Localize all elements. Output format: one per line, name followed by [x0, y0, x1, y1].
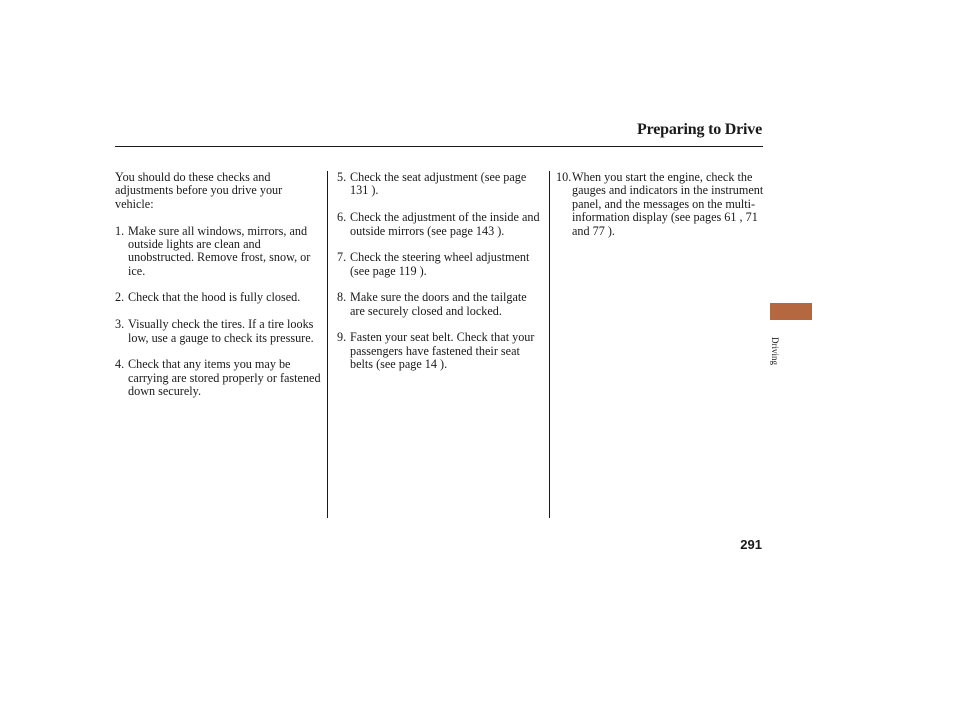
column-2 — [337, 171, 542, 385]
page-title: Preparing to Drive — [637, 121, 762, 138]
checklist-item-4 — [115, 358, 323, 398]
checklist-item-2 — [115, 291, 323, 304]
checklist-item-10 — [556, 171, 766, 238]
checklist-item-8 — [337, 291, 542, 318]
item-text: Check the seat adjustment (see page 131 ). — [350, 170, 527, 198]
item-number: 5. — [337, 170, 347, 184]
checklist-item-6 — [337, 211, 542, 238]
item-number: 1. — [115, 223, 125, 238]
section-tab-label: Driving — [770, 337, 780, 365]
item-number: 2. — [115, 290, 125, 305]
section-tab — [770, 303, 812, 320]
page-number: 291 — [740, 537, 762, 552]
checklist-item-5 — [337, 171, 542, 198]
item-text: Check that the hood is fully closed. — [128, 290, 301, 305]
checklist-item-1 — [115, 225, 323, 279]
column-1 — [115, 171, 323, 412]
item-number: 9. — [337, 330, 347, 345]
intro-paragraph: You should do these checks and adjustments before you drive your vehicle: — [115, 170, 283, 211]
item-number: 10. — [556, 170, 572, 184]
column-3 — [556, 171, 766, 251]
item-number: 7. — [337, 250, 347, 265]
item-text: When you start the engine, check the gauges and indicators in the instrument panel, and the messages on the multi-information display (see pages 61 , 71 and 77 ). — [572, 170, 764, 238]
checklist-item-3 — [115, 318, 323, 345]
item-number: 4. — [115, 357, 125, 372]
item-text: Make sure the doors and the tailgate are securely closed and locked. — [350, 290, 527, 318]
item-text: Check the adjustment of the inside and outside mirrors (see page 143 ). — [350, 210, 540, 238]
header-rule — [115, 146, 763, 147]
checklist-item-7 — [337, 251, 542, 278]
item-text: Check that any items you may be carrying are stored properly or fastened down securely. — [128, 357, 321, 399]
item-number: 3. — [115, 317, 125, 332]
item-text: Make sure all windows, mirrors, and outside lights are clean and unobstructed. Remove frost, snow, or ice. — [128, 223, 311, 278]
item-text: Fasten your seat belt. Check that your passengers have fastened their seat belts (see page 14 ). — [350, 330, 535, 372]
column-divider-1 — [327, 171, 328, 518]
column-divider-2 — [549, 171, 550, 518]
item-number: 8. — [337, 290, 347, 305]
item-number: 6. — [337, 210, 347, 225]
item-text: Visually check the tires. If a tire looks low, use a gauge to check its pressure. — [128, 317, 314, 345]
checklist-item-9 — [337, 331, 542, 371]
item-text: Check the steering wheel adjustment (see page 119 ). — [350, 250, 530, 278]
